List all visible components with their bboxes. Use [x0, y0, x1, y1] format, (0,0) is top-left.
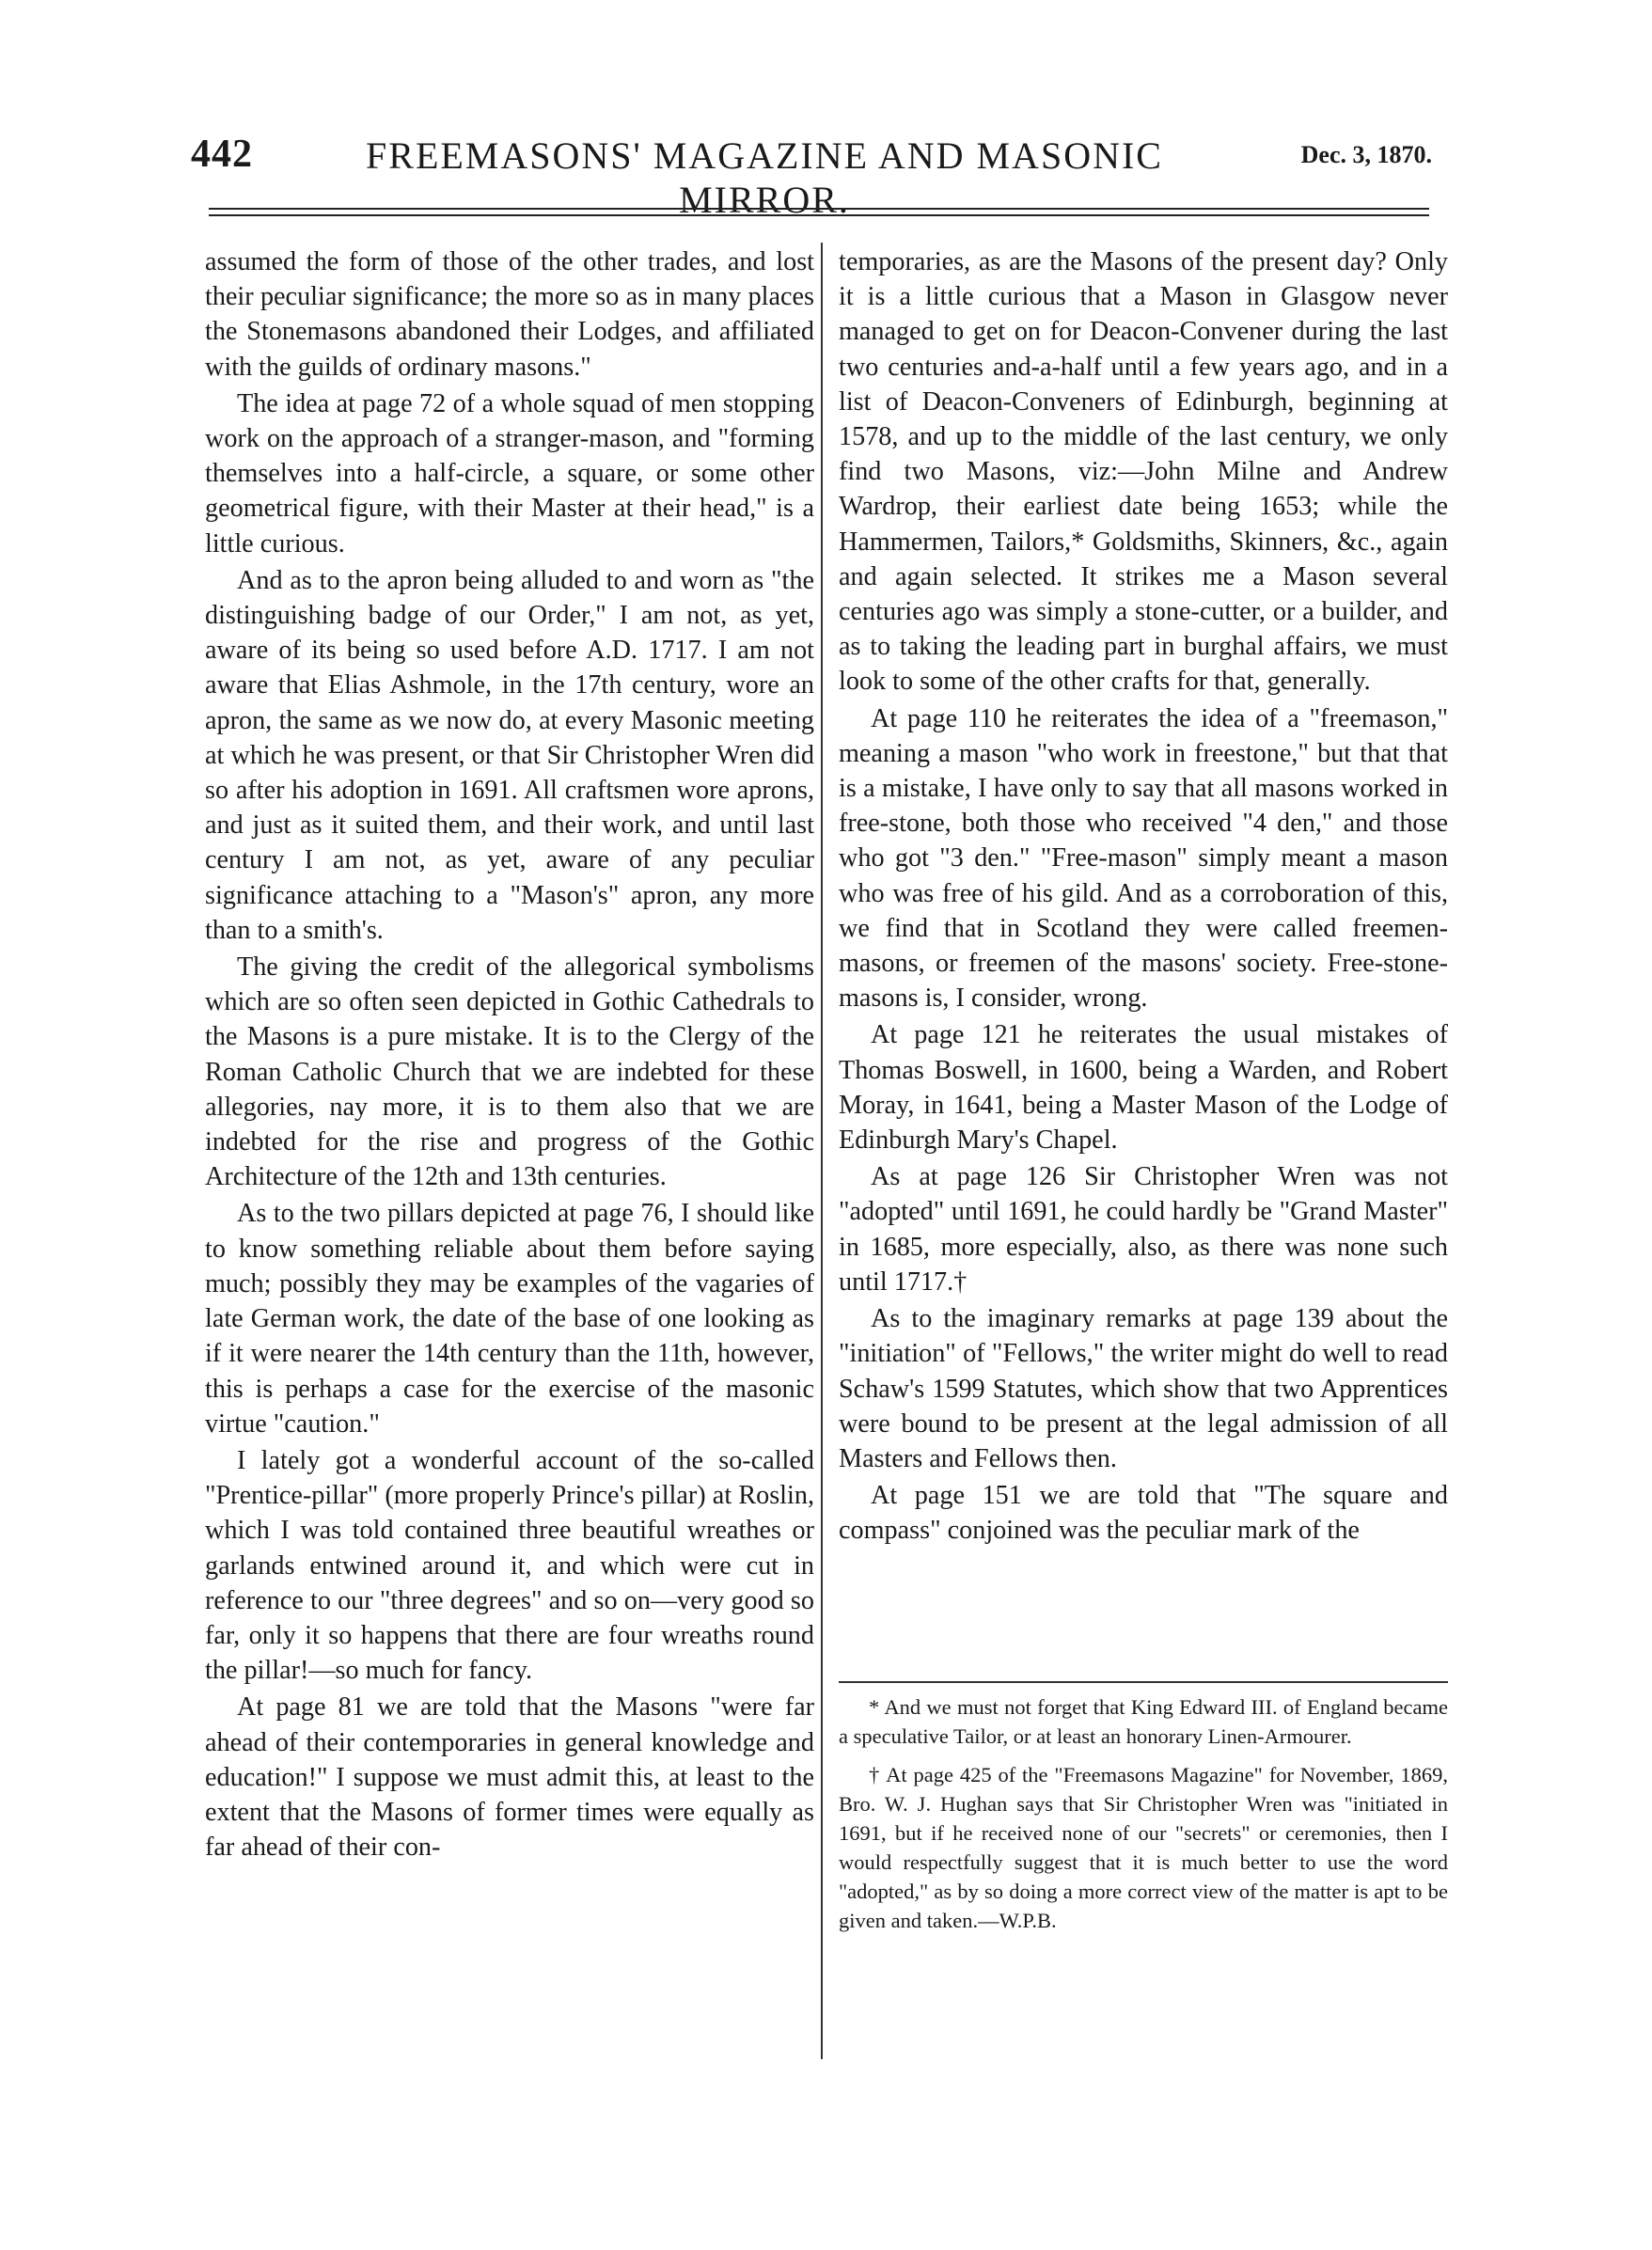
issue-date: Dec. 3, 1870.	[1300, 141, 1432, 168]
paragraph: The idea at page 72 of a whole squad of men stopping work on the approach of a stranger-mason, and "forming themselves into a half-circle, a square, or some other geometrical figure, with their Master at their head," is a little curious.	[205, 388, 814, 559]
page-number: 442	[191, 133, 253, 176]
column-divider	[821, 243, 823, 2059]
page-header	[191, 132, 1432, 221]
paragraph: As to the imaginary remarks at page 139 about the "initiation" of "Fellows," the writer might do well to read Schaw's 1599 Statutes, which show that two Apprentices were bound to be present at the legal admission of all Masters and Fellows then.	[839, 1304, 1448, 1473]
right-column	[839, 244, 1448, 1549]
left-column	[205, 244, 814, 1865]
footnote: * And we must not forget that King Edward III. of England became a speculative Tailor, or at least an honorary Linen-Armourer.	[839, 1695, 1448, 1748]
paragraph: As at page 126 Sir Christopher Wren was not "adopted" until 1691, he could hardly be "Grand Master" in 1685, more especially, also, as there was none such until 1717.†	[839, 1162, 1448, 1297]
paragraph: I lately got a wonderful account of the so-called "Prentice-pillar" (more properly Prince's pillar) at Roslin, which I was told contained three beautiful wreathes or garlands entwined around it, and which were cut in reference to our "three degrees" and so on—very good so far, only it so happens that there are four wreaths round the pillar!—so much for fancy.	[205, 1445, 814, 1686]
publication-title: FREEMASONS' MAGAZINE AND MASONIC MIRROR.	[366, 134, 1163, 221]
paragraph: assumed the form of those of the other trades, and lost their peculiar significance; the more so as in many places the Stonemasons abandoned their Lodges, and affiliated with the guilds of ordinary masons."	[205, 247, 814, 382]
footnote: † At page 425 of the "Freemasons Magazine" for November, 1869, Bro. W. J. Hughan says that Sir Christopher Wren was "initiated in 1691, but if he received none of our "secrets" or ceremonies, then I would respectfully suggest that it is much better to use the word "adopted," as by so doing a more correct view of the matter is apt to be given and taken.—W.P.B.	[839, 1763, 1448, 1932]
paragraph: The giving the credit of the allegorical symbolisms which are so often seen depicted in Gothic Cathedrals to the Masons is a pure mistake. It is to the Clergy of the Roman Catholic Church that we are indebted for these allegories, nay more, it is to them also that we are indebted for the rise and progress of the Gothic Architecture of the 12th and 13th centuries.	[205, 952, 814, 1192]
header-rule-lower	[209, 214, 1429, 216]
paragraph: At page 110 he reiterates the idea of a "freemason," meaning a mason "who work in freestone," but that that is a mistake, I have only to say that all masons worked in free-stone, both those who received "4 den," and those who got "3 den." "Free-mason" simply meant a mason who was free of his gild. And as a corroboration of this, we find that in Scotland they were called freemen-masons, or freemen of the masons' society. Free-stone-masons is, I consider, wrong.	[839, 703, 1448, 1014]
paragraph: At page 151 we are told that "The square and compass" conjoined was the peculiar mark of the	[839, 1481, 1448, 1546]
paragraph: At page 81 we are told that the Masons "were far ahead of their contemporaries in general knowledge and education!" I suppose we must admit this, at least to the extent that the Masons of former times were equally as far ahead of their con-	[205, 1692, 814, 1863]
paragraph: And as to the apron being alluded to and worn as "the distinguishing badge of our Order," I am not, as yet, aware of its being so used before A.D. 1717. I am not aware that Elias Ashmole, in the 17th century, wore an apron, the same as we now do, at every Masonic meeting at which he was present, or that Sir Christopher Wren did so after his adoption in 1691. All craftsmen wore aprons, and just as it suited them, and their work, and until last century I am not, as yet, aware of any peculiar significance attaching to a "Mason's" apron, any more than to a smith's.	[205, 565, 814, 945]
paragraph: At page 121 he reiterates the usual mistakes of Thomas Boswell, in 1600, being a Warden, and Robert Moray, in 1641, being a Master Mason of the Lodge of Edinburgh Mary's Chapel.	[839, 1020, 1448, 1156]
paragraph: temporaries, as are the Masons of the present day? Only it is a little curious that a Mason in Glasgow never managed to get on for Deacon-Convener during the last two centuries and-a-half until a few years ago, and in a list of Deacon-Conveners of Edinburgh, beginning at 1578, and up to the middle of the last century, we only find two Masons, viz:—John Milne and Andrew Wardrop, their earliest date being 1653; while the Hammermen, Tailors,* Goldsmiths, Skinners, &c., again and again selected. It strikes me a Mason several centuries ago was simply a stone-cutter, or a builder, and as to taking the leading part in burghal affairs, we must look to some of the other crafts for that, generally.	[839, 247, 1448, 697]
header-rule-upper	[209, 208, 1429, 210]
footnotes	[839, 1692, 1448, 1944]
footnote-rule	[839, 1681, 1448, 1683]
paragraph: As to the two pillars depicted at page 76, I should like to know something reliable about them before saying much; possibly they may be examples of the vagaries of late German work, the date of the base of one looking as if it were nearer the 14th century than the 11th, however, this is perhaps a case for the exercise of the masonic virtue "caution."	[205, 1199, 814, 1439]
